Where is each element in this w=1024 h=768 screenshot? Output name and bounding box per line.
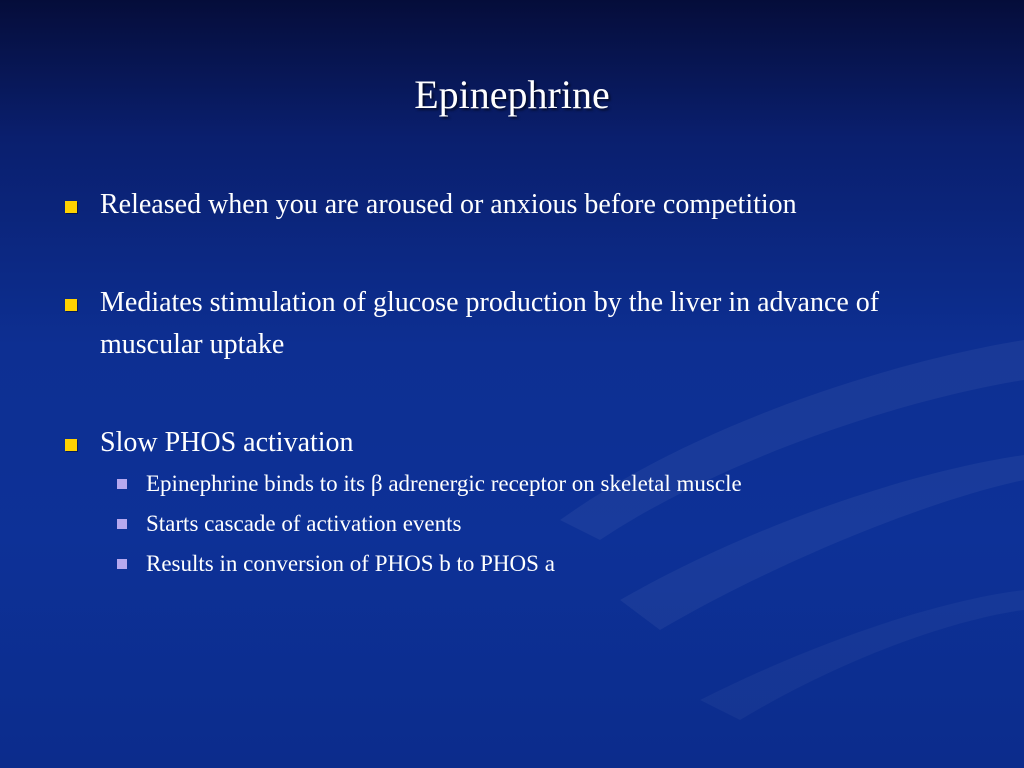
subbullet-text: Results in conversion of PHOS b to PHOS a [146, 551, 555, 576]
subbullet-item [62, 504, 962, 544]
slide-title: Epinephrine [414, 72, 610, 117]
bullet-list [62, 184, 962, 584]
square-subbullet-icon [117, 519, 127, 529]
bullet-text: Mediates stimulation of glucose production by the liver in advance of muscular uptake [100, 287, 880, 360]
square-subbullet-icon [117, 479, 127, 489]
square-subbullet-icon [117, 559, 127, 569]
square-bullet-icon [65, 439, 77, 451]
subbullet-text: Epinephrine binds to its β adrenergic receptor on skeletal muscle [146, 471, 742, 496]
bullet-item [62, 422, 962, 464]
subbullet-item [62, 464, 962, 504]
bullet-text: Slow PHOS activation [100, 427, 354, 458]
subbullet-item [62, 544, 962, 584]
bullet-item [62, 184, 962, 226]
square-bullet-icon [65, 299, 77, 311]
subbullet-text: Starts cascade of activation events [146, 511, 462, 536]
square-bullet-icon [65, 201, 77, 213]
bullet-text: Released when you are aroused or anxious before competition [100, 189, 797, 220]
bullet-item [62, 282, 962, 366]
